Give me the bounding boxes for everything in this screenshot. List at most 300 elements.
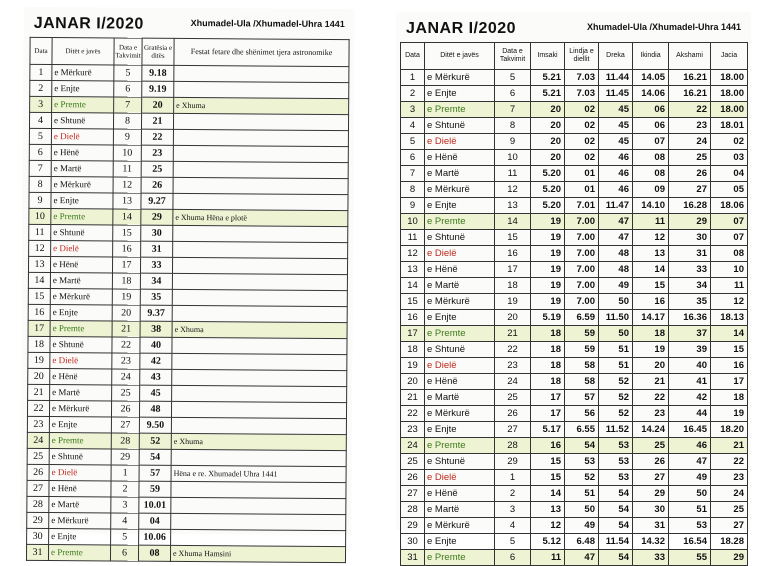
akshami-cell: 33 xyxy=(669,262,711,278)
note-cell xyxy=(171,497,346,514)
sunrise-cell: 7.03 xyxy=(565,70,599,86)
ikindia-cell: 29 xyxy=(633,486,669,502)
note-cell xyxy=(171,449,346,466)
akshami-cell: 25 xyxy=(669,150,711,166)
dreka-cell: 52 xyxy=(599,374,633,390)
table-row xyxy=(26,544,345,562)
akshami-cell: 37 xyxy=(669,326,711,342)
table-row xyxy=(401,294,748,310)
table-row xyxy=(29,160,348,178)
imsaki-cell: 19 xyxy=(531,246,565,262)
ikindia-cell: 20 xyxy=(633,358,669,374)
weekday-cell: e Hënë xyxy=(425,150,495,166)
ikindia-cell: 33 xyxy=(633,550,669,566)
ikindia-cell: 06 xyxy=(633,118,669,134)
takvim-cell: 22 xyxy=(495,342,531,358)
weekday-cell: e Dielë xyxy=(51,241,113,257)
imsaki-cell: 20 xyxy=(531,102,565,118)
dreka-cell: 53 xyxy=(599,470,633,486)
table-row xyxy=(28,320,347,338)
date-cell: 5 xyxy=(401,134,425,150)
date-cell: 26 xyxy=(401,470,425,486)
weekday-cell: e Hënë xyxy=(425,374,495,390)
sunrise-cell: 6.55 xyxy=(565,422,599,438)
dreka-cell: 46 xyxy=(599,150,633,166)
table-row xyxy=(401,182,748,198)
weekday-cell: e Premte xyxy=(425,214,495,230)
jacia-cell: 12 xyxy=(711,294,748,310)
table-row xyxy=(27,416,346,434)
takvim-cell: 17 xyxy=(495,262,531,278)
day-length-cell: 9.18 xyxy=(142,65,174,81)
dreka-cell: 47 xyxy=(599,214,633,230)
imsaki-cell: 13 xyxy=(531,502,565,518)
takvim-cell: 5 xyxy=(114,65,142,81)
weekday-cell: e Shtunë xyxy=(51,225,113,241)
date-cell: 25 xyxy=(27,448,49,464)
sunrise-cell: 51 xyxy=(565,486,599,502)
takvim-cell: 22 xyxy=(112,337,140,353)
weekday-cell: e Enjte xyxy=(49,529,111,545)
akshami-cell: 24 xyxy=(669,134,711,150)
takvim-cell: 26 xyxy=(111,401,139,417)
akshami-cell: 42 xyxy=(669,390,711,406)
table-row xyxy=(401,518,748,534)
hijri-subtitle: Xhumadel-Ula /Xhumadel-Uhra 1441 xyxy=(190,18,345,30)
weekday-cell: e Hënë xyxy=(49,481,111,497)
table-row xyxy=(27,432,346,450)
jacia-cell: 04 xyxy=(711,166,748,182)
day-length-cell: 52 xyxy=(139,433,171,449)
imsaki-cell: 18 xyxy=(531,374,565,390)
dreka-cell: 53 xyxy=(599,438,633,454)
date-cell: 30 xyxy=(401,534,425,550)
takvim-cell: 24 xyxy=(495,374,531,390)
day-length-cell: 45 xyxy=(140,385,172,401)
ikindia-cell: 19 xyxy=(633,342,669,358)
jacia-cell: 18 xyxy=(711,390,748,406)
note-cell xyxy=(171,417,346,434)
date-cell: 12 xyxy=(401,246,425,262)
dreka-cell: 45 xyxy=(599,134,633,150)
table-row xyxy=(30,80,349,98)
prayer-times-table xyxy=(400,42,748,566)
date-cell: 23 xyxy=(401,422,425,438)
day-length-cell: 20 xyxy=(142,97,174,113)
akshami-cell: 41 xyxy=(669,374,711,390)
takvim-cell: 14 xyxy=(495,214,531,230)
date-cell: 23 xyxy=(27,416,49,432)
weekday-cell: e Enjte xyxy=(50,305,112,321)
sunrise-cell: 02 xyxy=(565,118,599,134)
takvim-cell: 9 xyxy=(113,129,141,145)
jacia-cell: 19 xyxy=(711,406,748,422)
takvim-cell: 21 xyxy=(112,321,140,337)
table-row xyxy=(401,70,748,86)
date-cell: 6 xyxy=(29,144,51,160)
dreka-cell: 48 xyxy=(599,262,633,278)
takvim-cell: 23 xyxy=(495,358,531,374)
akshami-cell: 44 xyxy=(669,406,711,422)
takvim-cell: 6 xyxy=(495,550,531,566)
takvim-cell: 1 xyxy=(111,465,139,481)
date-cell: 16 xyxy=(28,304,50,320)
col-header-imsaki: Imsaki xyxy=(531,43,565,70)
ikindia-cell: 07 xyxy=(633,134,669,150)
weekday-cell: e Enjte xyxy=(49,417,111,433)
imsaki-cell: 16 xyxy=(531,438,565,454)
imsaki-cell: 18 xyxy=(531,342,565,358)
ikindia-cell: 21 xyxy=(633,374,669,390)
day-length-cell: 59 xyxy=(139,481,171,497)
takvim-cell: 18 xyxy=(495,278,531,294)
date-cell: 11 xyxy=(29,224,51,240)
takvim-cell: 23 xyxy=(112,353,140,369)
weekday-cell: e Martë xyxy=(425,166,495,182)
ikindia-cell: 30 xyxy=(633,502,669,518)
note-cell: e Xhuma xyxy=(171,433,346,450)
takvim-cell: 14 xyxy=(113,209,141,225)
note-cell xyxy=(173,145,348,162)
jacia-cell: 02 xyxy=(711,134,748,150)
table-row xyxy=(29,144,348,162)
ikindia-cell: 14.05 xyxy=(633,70,669,86)
weekday-cell: e Mërkurë xyxy=(425,182,495,198)
weekday-cell: e Premte xyxy=(51,209,113,225)
akshami-cell: 39 xyxy=(669,342,711,358)
dreka-cell: 11.50 xyxy=(599,310,633,326)
weekday-cell: e Enjte xyxy=(51,193,113,209)
jacia-cell: 25 xyxy=(711,502,748,518)
jacia-cell: 15 xyxy=(711,342,748,358)
takvim-cell: 18 xyxy=(112,273,140,289)
date-cell: 1 xyxy=(401,70,425,86)
ikindia-cell: 14.10 xyxy=(633,198,669,214)
akshami-cell: 40 xyxy=(669,358,711,374)
takvim-cell: 25 xyxy=(495,390,531,406)
jacia-cell: 11 xyxy=(711,278,748,294)
ikindia-cell: 09 xyxy=(633,182,669,198)
col-header-date: Data xyxy=(401,43,425,70)
date-cell: 15 xyxy=(28,288,50,304)
takvim-cell: 10 xyxy=(113,145,141,161)
table-row xyxy=(401,118,748,134)
akshami-cell: 46 xyxy=(669,438,711,454)
table-row xyxy=(27,528,346,546)
imsaki-cell: 19 xyxy=(531,214,565,230)
jacia-cell: 17 xyxy=(711,374,748,390)
weekday-cell: e Enjte xyxy=(425,198,495,214)
takvim-cell: 6 xyxy=(110,545,138,561)
imsaki-cell: 5.21 xyxy=(531,86,565,102)
note-cell xyxy=(173,161,348,178)
dreka-cell: 54 xyxy=(599,518,633,534)
ikindia-cell: 16 xyxy=(633,294,669,310)
day-length-cell: 34 xyxy=(140,273,172,289)
table-row xyxy=(30,96,349,114)
date-cell: 2 xyxy=(401,86,425,102)
day-length-cell: 9.37 xyxy=(140,305,172,321)
date-cell: 30 xyxy=(27,528,49,544)
sunrise-cell: 58 xyxy=(565,358,599,374)
sunrise-cell: 7.00 xyxy=(565,246,599,262)
col-header-takvim: Data e Takvimit xyxy=(495,43,531,70)
weekday-cell: e Martë xyxy=(49,497,111,513)
day-length-cell: 57 xyxy=(139,465,171,481)
note-cell xyxy=(171,481,346,498)
weekday-cell: e Dielë xyxy=(49,465,111,481)
jacia-cell: 22 xyxy=(711,454,748,470)
day-length-cell: 9.50 xyxy=(139,417,171,433)
table-row xyxy=(30,64,349,82)
jacia-cell: 14 xyxy=(711,326,748,342)
takvim-cell: 17 xyxy=(112,257,140,273)
weekday-cell: e Dielë xyxy=(425,470,495,486)
sunrise-cell: 7.00 xyxy=(565,214,599,230)
note-cell xyxy=(172,369,347,386)
date-cell: 3 xyxy=(30,96,52,112)
note-cell xyxy=(172,273,347,290)
weekday-cell: e Hënë xyxy=(425,262,495,278)
weekday-cell: e Martë xyxy=(50,385,112,401)
imsaki-cell: 20 xyxy=(531,150,565,166)
imsaki-cell: 5.12 xyxy=(531,534,565,550)
takvim-cell: 12 xyxy=(495,182,531,198)
date-cell: 21 xyxy=(401,390,425,406)
takvim-cell: 5 xyxy=(495,534,531,550)
day-length-cell: 31 xyxy=(141,241,173,257)
sunrise-cell: 7.00 xyxy=(565,294,599,310)
table-row xyxy=(401,406,748,422)
ikindia-cell: 14.32 xyxy=(633,534,669,550)
table-row xyxy=(401,374,748,390)
date-cell: 24 xyxy=(401,438,425,454)
akshami-cell: 27 xyxy=(669,182,711,198)
akshami-cell: 22 xyxy=(669,102,711,118)
table-row xyxy=(29,176,348,194)
takvim-cell: 10 xyxy=(495,150,531,166)
takvim-cell: 3 xyxy=(495,502,531,518)
note-cell xyxy=(171,401,346,418)
note-cell xyxy=(172,385,347,402)
date-cell: 17 xyxy=(28,320,50,336)
col-header-date: Data xyxy=(30,37,52,64)
table-row xyxy=(401,390,748,406)
right-calendar-page xyxy=(396,12,751,563)
note-cell: e Xhuma Hamsini xyxy=(170,545,345,562)
dreka-cell: 54 xyxy=(599,550,633,566)
note-cell: e Xhuma xyxy=(172,321,347,338)
table-row xyxy=(29,240,348,258)
jacia-cell: 27 xyxy=(711,518,748,534)
date-cell: 25 xyxy=(401,454,425,470)
jacia-cell: 18.13 xyxy=(711,310,748,326)
date-cell: 20 xyxy=(28,368,50,384)
date-cell: 31 xyxy=(401,550,425,566)
weekday-cell: e Hënë xyxy=(425,486,495,502)
day-length-cell: 26 xyxy=(141,177,173,193)
weekday-cell: e Dielë xyxy=(50,353,112,369)
takvim-cell: 19 xyxy=(112,289,140,305)
dreka-cell: 11.45 xyxy=(599,86,633,102)
day-length-cell: 22 xyxy=(141,129,173,145)
jacia-cell: 07 xyxy=(711,230,748,246)
table-header-row xyxy=(30,37,349,66)
sunrise-cell: 7.01 xyxy=(565,198,599,214)
ikindia-cell: 25 xyxy=(633,438,669,454)
day-length-cell: 04 xyxy=(139,513,171,529)
date-cell: 20 xyxy=(401,374,425,390)
sunrise-cell: 01 xyxy=(565,182,599,198)
note-cell xyxy=(173,129,348,146)
date-cell: 16 xyxy=(401,310,425,326)
table-row xyxy=(401,454,748,470)
table-row xyxy=(401,278,748,294)
table-row xyxy=(401,358,748,374)
dreka-cell: 45 xyxy=(599,118,633,134)
date-cell: 8 xyxy=(401,182,425,198)
table-row xyxy=(27,448,346,466)
imsaki-cell: 5.19 xyxy=(531,310,565,326)
weekday-cell: e Premte xyxy=(49,433,111,449)
date-cell: 13 xyxy=(401,262,425,278)
weekday-cell: e Martë xyxy=(425,390,495,406)
note-cell xyxy=(172,337,347,354)
imsaki-cell: 11 xyxy=(531,550,565,566)
col-header-weekday: Ditët e javës xyxy=(425,43,495,70)
ikindia-cell: 23 xyxy=(633,406,669,422)
jacia-cell: 18.00 xyxy=(711,86,748,102)
dreka-cell: 45 xyxy=(599,102,633,118)
col-header-notes: Festat fetare dhe shënimet tjera astronomike xyxy=(174,38,349,66)
table-row xyxy=(401,550,748,566)
weekday-cell: e Enjte xyxy=(425,310,495,326)
sunrise-cell: 59 xyxy=(565,326,599,342)
dreka-cell: 48 xyxy=(599,246,633,262)
imsaki-cell: 17 xyxy=(531,390,565,406)
sunrise-cell: 02 xyxy=(565,134,599,150)
weekday-cell: e Mërkurë xyxy=(425,294,495,310)
date-cell: 21 xyxy=(28,384,50,400)
takvim-cell: 6 xyxy=(495,86,531,102)
dreka-cell: 11.52 xyxy=(599,422,633,438)
date-cell: 4 xyxy=(401,118,425,134)
date-cell: 17 xyxy=(401,326,425,342)
table-row xyxy=(27,512,346,530)
takvim-cell: 9 xyxy=(495,134,531,150)
akshami-cell: 49 xyxy=(669,470,711,486)
date-cell: 28 xyxy=(27,496,49,512)
jacia-cell: 23 xyxy=(711,470,748,486)
table-row xyxy=(401,486,748,502)
akshami-cell: 26 xyxy=(669,166,711,182)
table-row xyxy=(27,480,346,498)
takvim-cell: 15 xyxy=(113,225,141,241)
col-header-jacia: Jacia xyxy=(711,43,748,70)
left-calendar-page xyxy=(20,7,355,559)
akshami-cell: 31 xyxy=(669,246,711,262)
weekday-cell: e Premte xyxy=(425,102,495,118)
dreka-cell: 50 xyxy=(599,326,633,342)
col-header-takvim: Data e Takvimit xyxy=(114,38,142,65)
akshami-cell: 16.21 xyxy=(669,86,711,102)
note-cell xyxy=(173,193,348,210)
date-cell: 13 xyxy=(28,256,50,272)
dreka-cell: 53 xyxy=(599,454,633,470)
table-row xyxy=(401,198,748,214)
takvim-cell: 5 xyxy=(111,529,139,545)
takvim-cell: 20 xyxy=(495,310,531,326)
day-length-cell: 42 xyxy=(140,353,172,369)
day-length-cell: 54 xyxy=(139,449,171,465)
dreka-cell: 51 xyxy=(599,342,633,358)
dreka-cell: 51 xyxy=(599,358,633,374)
jacia-cell: 18.00 xyxy=(711,102,748,118)
jacia-cell: 21 xyxy=(711,438,748,454)
ikindia-cell: 27 xyxy=(633,470,669,486)
imsaki-cell: 5.20 xyxy=(531,198,565,214)
takvim-cell: 29 xyxy=(111,449,139,465)
table-row xyxy=(29,192,348,210)
sunrise-cell: 57 xyxy=(565,390,599,406)
note-cell xyxy=(172,257,347,274)
note-cell xyxy=(172,305,347,322)
table-row xyxy=(401,326,748,342)
day-length-cell: 40 xyxy=(140,337,172,353)
imsaki-cell: 18 xyxy=(531,358,565,374)
sunrise-cell: 52 xyxy=(565,470,599,486)
takvim-cell: 2 xyxy=(111,481,139,497)
table-row xyxy=(28,256,347,274)
table-row xyxy=(401,262,748,278)
akshami-cell: 53 xyxy=(669,518,711,534)
date-cell: 7 xyxy=(29,160,51,176)
takvim-cell: 1 xyxy=(495,470,531,486)
jacia-cell: 03 xyxy=(711,150,748,166)
weekday-cell: e Martë xyxy=(425,278,495,294)
imsaki-cell: 5.20 xyxy=(531,182,565,198)
dreka-cell: 46 xyxy=(599,166,633,182)
date-cell: 11 xyxy=(401,230,425,246)
dreka-cell: 54 xyxy=(599,486,633,502)
takvim-cell: 26 xyxy=(495,406,531,422)
date-cell: 8 xyxy=(29,176,51,192)
takvim-cell: 25 xyxy=(112,385,140,401)
takvim-cell: 21 xyxy=(495,326,531,342)
day-length-cell: 38 xyxy=(140,321,172,337)
date-cell: 6 xyxy=(401,150,425,166)
takvim-cell: 4 xyxy=(111,513,139,529)
date-cell: 18 xyxy=(401,342,425,358)
jacia-cell: 18.20 xyxy=(711,422,748,438)
jacia-cell: 16 xyxy=(711,358,748,374)
date-cell: 28 xyxy=(401,502,425,518)
table-row xyxy=(29,208,348,226)
takvim-cell: 7 xyxy=(495,102,531,118)
takvim-cell: 29 xyxy=(495,454,531,470)
date-cell: 14 xyxy=(28,272,50,288)
weekday-cell: e Shtunë xyxy=(50,337,112,353)
table-row xyxy=(28,368,347,386)
weekday-cell: e Dielë xyxy=(425,358,495,374)
takvim-cell: 8 xyxy=(495,118,531,134)
day-length-cell: 10.06 xyxy=(139,529,171,545)
col-header-weekday: Ditët e javës xyxy=(52,38,114,65)
day-length-cell: 21 xyxy=(141,113,173,129)
jacia-cell: 18.28 xyxy=(711,534,748,550)
akshami-cell: 47 xyxy=(669,454,711,470)
sunrise-cell: 7.00 xyxy=(565,278,599,294)
